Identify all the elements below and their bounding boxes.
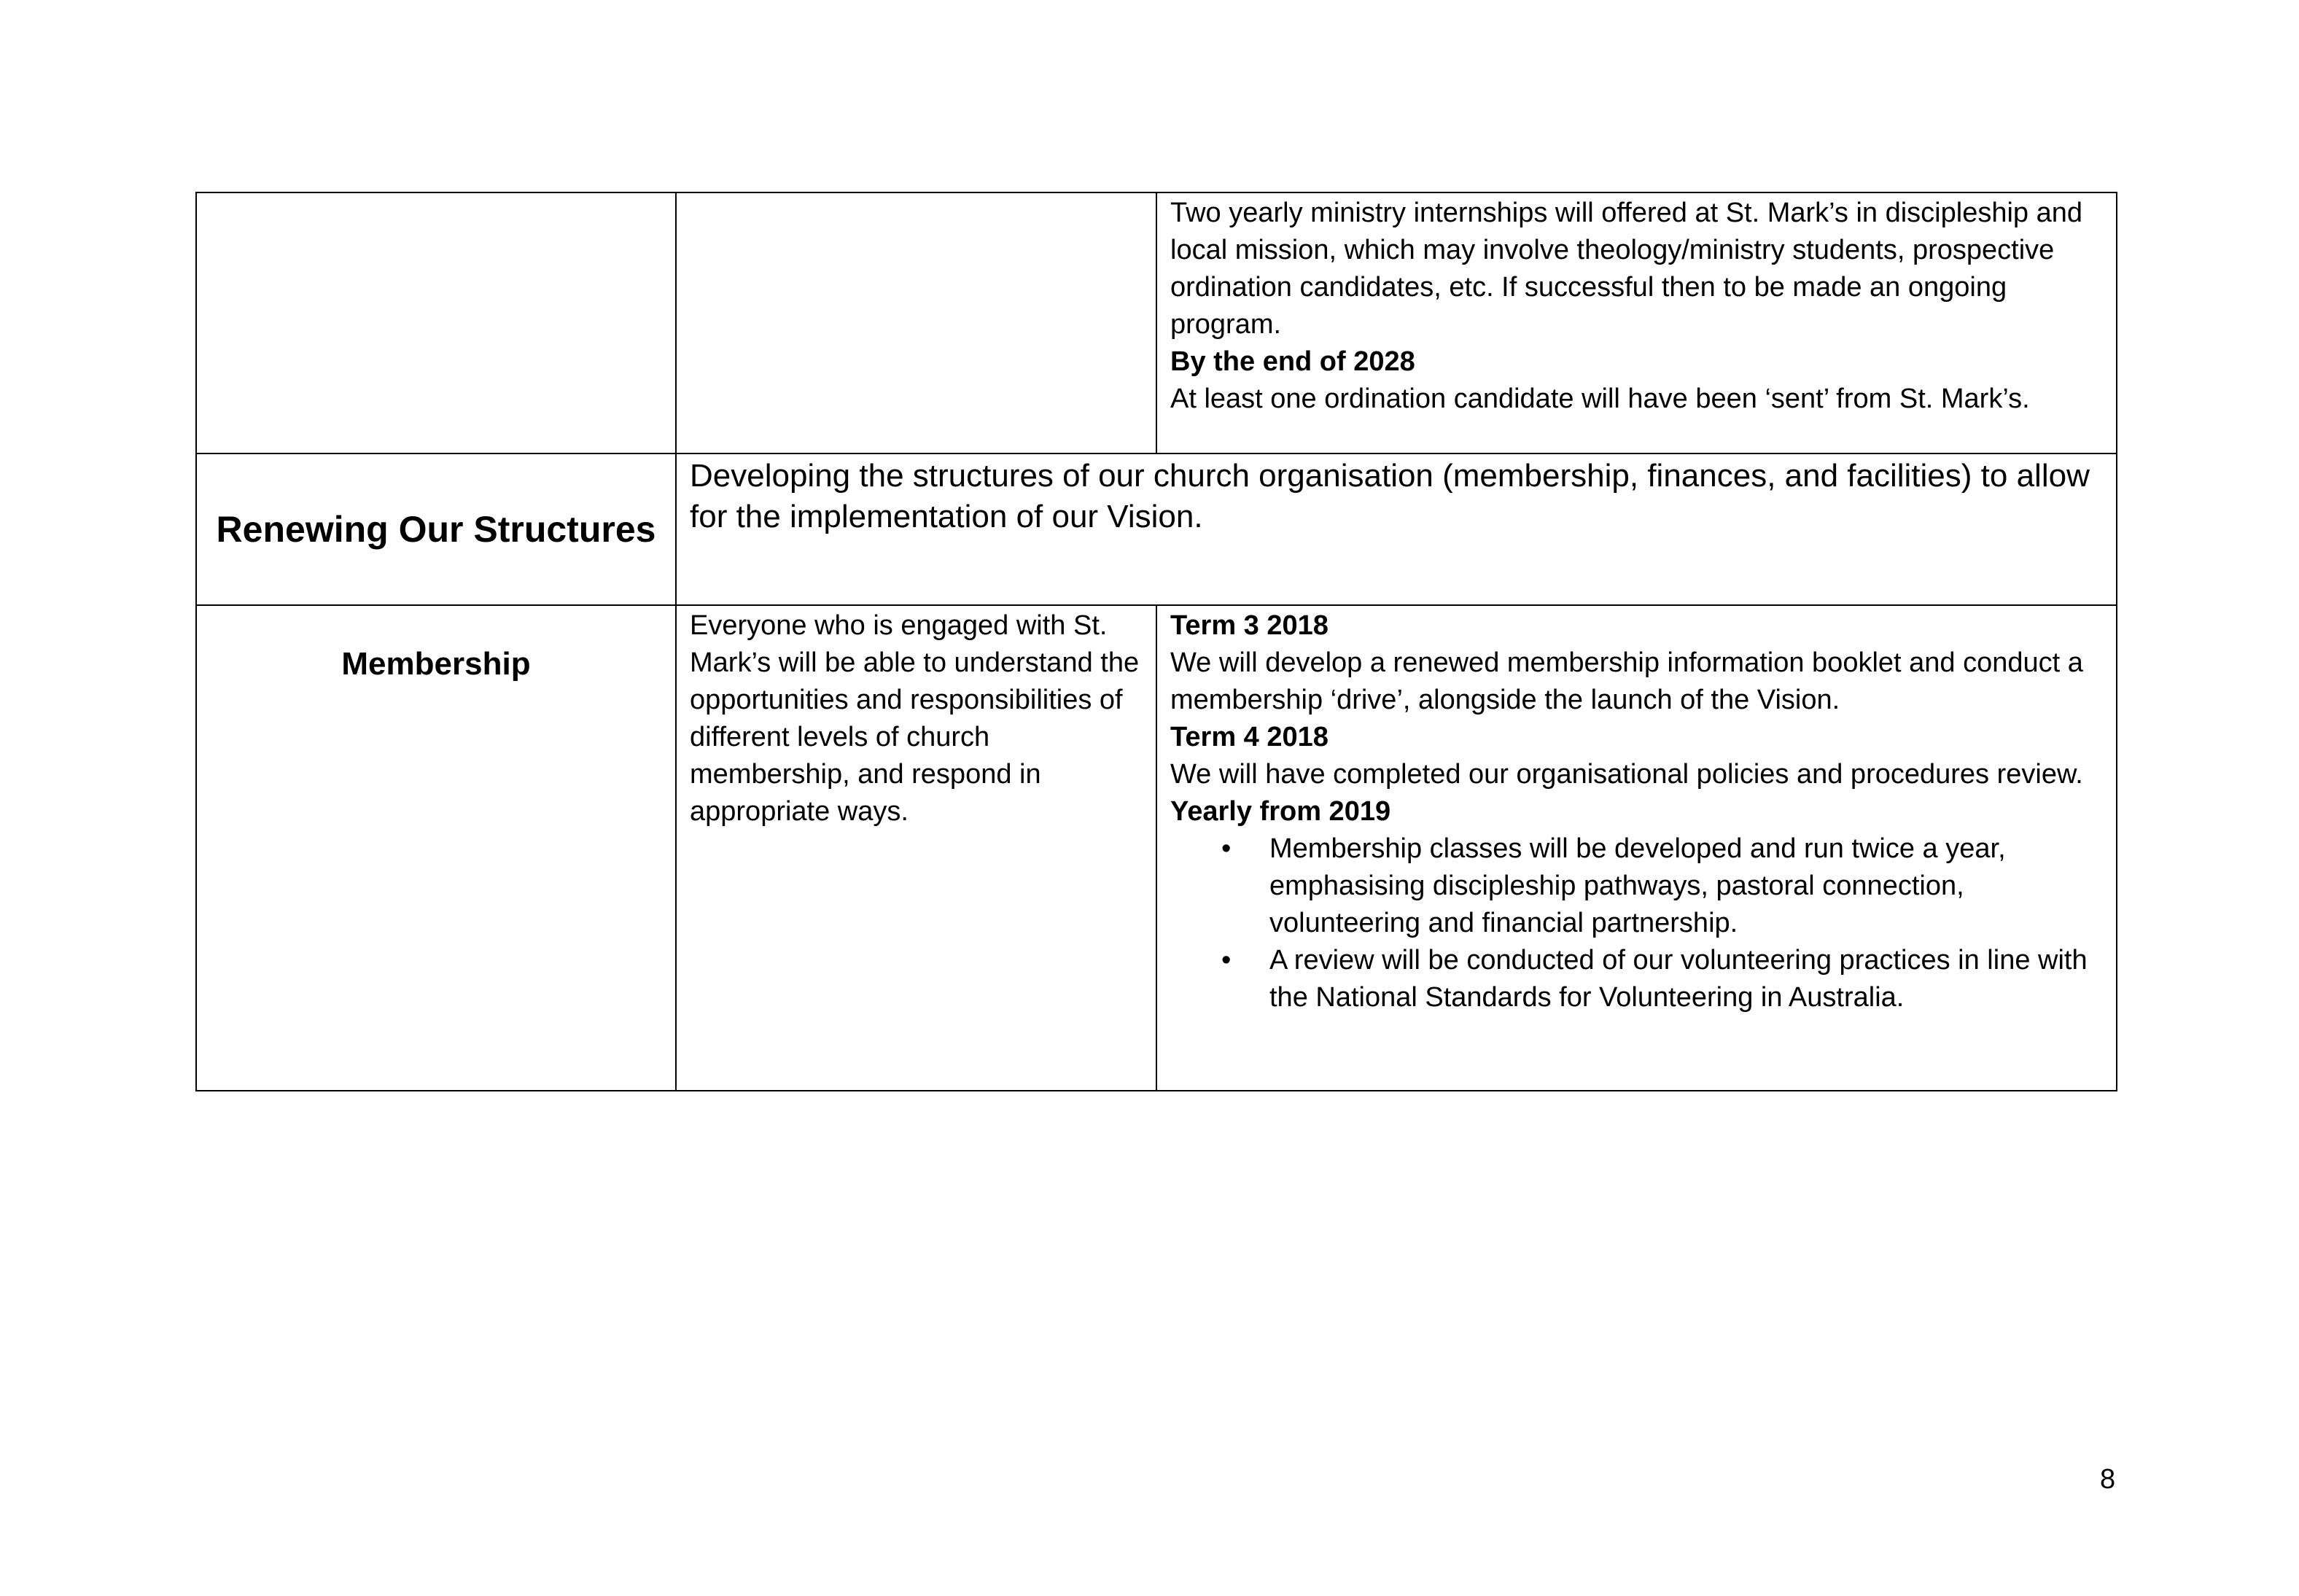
bullet-icon: • bbox=[1221, 945, 1232, 976]
bullet-text-membership-classes: Membership classes will be developed and run twice a year, emphasising discipleship pathways, pastoral connection, volunteering and financial partnership. bbox=[1269, 833, 2006, 938]
milestone-heading-yearly-2019: Yearly from 2019 bbox=[1170, 796, 1391, 827]
milestone-heading-2028: By the end of 2028 bbox=[1170, 346, 1415, 377]
area-cell-membership: Membership bbox=[196, 605, 676, 1091]
table-row-section-heading bbox=[196, 454, 2117, 605]
list-item bbox=[1170, 942, 2103, 1016]
table-row-internships bbox=[196, 192, 2117, 454]
vision-plan-table bbox=[195, 192, 2117, 1091]
milestone-heading-term3-2018: Term 3 2018 bbox=[1170, 610, 1329, 641]
yearly-bullet-list bbox=[1170, 830, 2103, 1016]
internships-intro-text: Two yearly ministry internships will offered at St. Mark’s in discipleship and local mission, which may involve theology/ministry students, prospective ordination candidates, etc. If successful then to be made an ongoing program. bbox=[1170, 198, 2082, 340]
section-description: Developing the structures of our church organisation (membership, finances, and facilities) to allow for the implementation of our Vision. bbox=[676, 454, 2117, 605]
section-title: Renewing Our Structures bbox=[196, 454, 676, 605]
bullet-icon: • bbox=[1221, 833, 1232, 864]
page-number: 8 bbox=[2100, 1464, 2116, 1495]
milestone-text-term4-2018: We will have completed our organisational policies and procedures review. bbox=[1170, 759, 2083, 790]
table-row-membership bbox=[196, 605, 2117, 1091]
milestone-text-term3-2018: We will develop a renewed membership information booklet and conduct a membership ‘drive’, alongside the launch of the Vision. bbox=[1170, 647, 2083, 715]
milestone-text-2028: At least one ordination candidate will have been ‘sent’ from St. Mark’s. bbox=[1170, 384, 2030, 414]
bullet-text-volunteering-review: A review will be conducted of our volunteering practices in line with the National Standards for Volunteering in Australia. bbox=[1269, 945, 2088, 1013]
outcome-cell-membership: Everyone who is engaged with St. Mark’s will be able to understand the opportunities and responsibilities of different levels of church membership, and respond in appropriate ways. bbox=[676, 605, 1156, 1091]
outcome-cell-empty bbox=[676, 192, 1156, 454]
milestones-cell-membership bbox=[1156, 605, 2117, 1091]
milestones-cell-internships bbox=[1156, 192, 2117, 454]
area-cell-empty bbox=[196, 192, 676, 454]
milestone-heading-term4-2018: Term 4 2018 bbox=[1170, 722, 1329, 752]
list-item bbox=[1170, 830, 2103, 942]
